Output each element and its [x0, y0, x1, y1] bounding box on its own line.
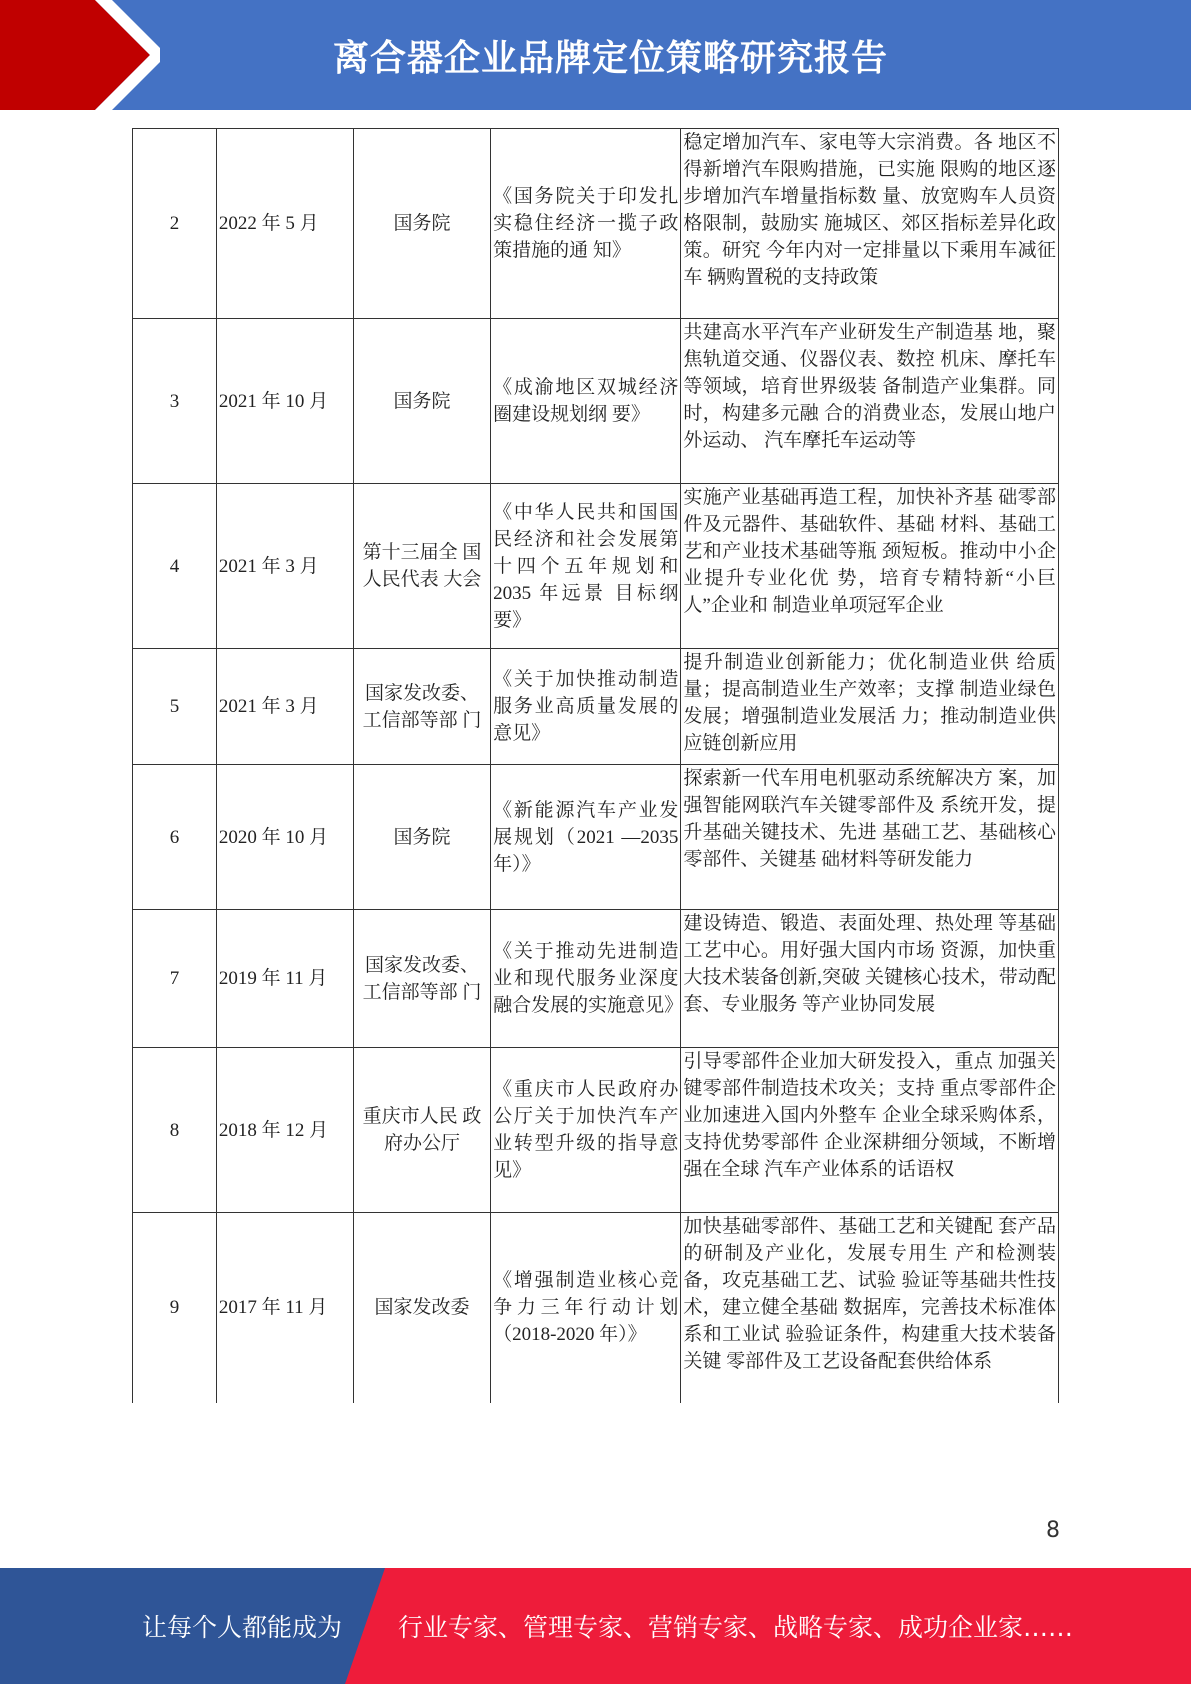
issuer: 国务院	[354, 319, 491, 484]
table-row	[133, 649, 1059, 765]
issue-date: 2020 年 10 月	[216, 765, 353, 910]
document-title: 《增强制造业核心竞争力三年行动计划（2018-2020 年）》	[491, 1213, 681, 1403]
footer-slogan-right: 行业专家、管理专家、营销专家、战略专家、成功企业家……	[398, 1613, 1074, 1642]
issue-date: 2021 年 10 月	[216, 319, 353, 484]
row-number: 9	[133, 1213, 217, 1403]
policy-content: 共建高水平汽车产业研发生产制造基 地，聚焦轨道交通、仪器仪表、数控 机床、摩托车等领域，培育世界级装 备制造产业集群。同时，构建多元融 合的消费业态，发展山地户外运动、 汽车摩托车运动等	[681, 319, 1059, 484]
policy-content: 引导零部件企业加大研发投入，重点 加强关键零部件制造技术攻关；支持 重点零部件企业加速进入国内外整车 企业全球采购体系，支持优势零部件 企业深耕细分领域，不断增强在全球 汽车产业体系的话语权	[681, 1048, 1059, 1213]
policy-content: 加快基础零部件、基础工艺和关键配 套产品的研制及产业化，发展专用生 产和检测装备，攻克基础工艺、试验 验证等基础共性技术，建立健全基础 数据库，完善技术标准体系和工业试 验验证条件，构建重大技术装备关键 零部件及工艺设备配套供给体系	[681, 1213, 1059, 1403]
row-number: 8	[133, 1048, 217, 1213]
policy-content: 实施产业基础再造工程，加快补齐基 础零部件及元器件、基础软件、基础 材料、基础工艺和产业技术基础等瓶 颈短板。推动中小企业提升专业化优 势，培育专精特新“小巨人”企业和 制造业单项冠军企业	[681, 484, 1059, 649]
table-row	[133, 129, 1059, 319]
row-number: 3	[133, 319, 217, 484]
issue-date: 2021 年 3 月	[216, 484, 353, 649]
table-row	[133, 910, 1059, 1048]
document-title: 《关于加快推动制造服务业高质量发展的意见》	[491, 649, 681, 765]
policy-table	[132, 128, 1059, 1403]
issue-date: 2018 年 12 月	[216, 1048, 353, 1213]
issuer: 重庆市人民 政府办公厅	[354, 1048, 491, 1213]
row-number: 4	[133, 484, 217, 649]
policy-content: 提升制造业创新能力；优化制造业供 给质量；提高制造业生产效率；支撑 制造业绿色发展；增强制造业发展活 力；推动制造业供应链创新应用	[681, 649, 1059, 765]
footer-banner	[0, 1568, 1191, 1684]
document-title: 《国务院关于印发扎实稳住经济一揽子政策措施的通 知》	[491, 129, 681, 319]
issuer: 第十三届全 国人民代表 大会	[354, 484, 491, 649]
header-banner	[0, 0, 1191, 110]
report-title: 离合器企业品牌定位策略研究报告	[332, 37, 888, 79]
row-number: 6	[133, 765, 217, 910]
table-row	[133, 319, 1059, 484]
policy-content: 探索新一代车用电机驱动系统解决方 案，加强智能网联汽车关键零部件及 系统开发，提升基础关键技术、先进 基础工艺、基础核心零部件、关键基 础材料等研发能力	[681, 765, 1059, 910]
policy-content: 稳定增加汽车、家电等大宗消费。各 地区不得新增汽车限购措施，已实施 限购的地区逐步增加汽车增量指标数 量、放宽购车人员资格限制，鼓励实 施城区、郊区指标差异化政策。研究 今年内对一定排量以下乘用车减征车 辆购置税的支持政策	[681, 129, 1059, 319]
issuer: 国家发改委、 工信部等部 门	[354, 910, 491, 1048]
issue-date: 2017 年 11 月	[216, 1213, 353, 1403]
row-number: 7	[133, 910, 217, 1048]
document-title: 《中华人民共和国国民经济和社会发展第十四个五年规划和 2035 年远景 目标纲要》	[491, 484, 681, 649]
table-row	[133, 484, 1059, 649]
row-number: 2	[133, 129, 217, 319]
document-title: 《成渝地区双城经济圈建设规划纲 要》	[491, 319, 681, 484]
issue-date: 2019 年 11 月	[216, 910, 353, 1048]
policy-content: 建设铸造、锻造、表面处理、热处理 等基础工艺中心。用好强大国内市场 资源，加快重大技术装备创新,突破 关键核心技术，带动配套、专业服务 等产业协同发展	[681, 910, 1059, 1048]
document-title: 《重庆市人民政府办公厅关于加快汽车产业转型升级的指导意见》	[491, 1048, 681, 1213]
issue-date: 2022 年 5 月	[216, 129, 353, 319]
table-row	[133, 1213, 1059, 1403]
document-title: 《新能源汽车产业发展规划（2021 —2035 年）》	[491, 765, 681, 910]
table-row	[133, 765, 1059, 910]
issuer: 国务院	[354, 765, 491, 910]
issuer: 国家发改委	[354, 1213, 491, 1403]
row-number: 5	[133, 649, 217, 765]
document-title: 《关于推动先进制造业和现代服务业深度融合发展的实施意见》	[491, 910, 681, 1048]
issue-date: 2021 年 3 月	[216, 649, 353, 765]
issuer: 国务院	[354, 129, 491, 319]
issuer: 国家发改委、 工信部等部 门	[354, 649, 491, 765]
table-row	[133, 1048, 1059, 1213]
page-number: 8	[1046, 1518, 1060, 1543]
chevron-arrow-icon	[0, 0, 160, 110]
footer-slogan-left: 让每个人都能成为	[142, 1613, 343, 1642]
